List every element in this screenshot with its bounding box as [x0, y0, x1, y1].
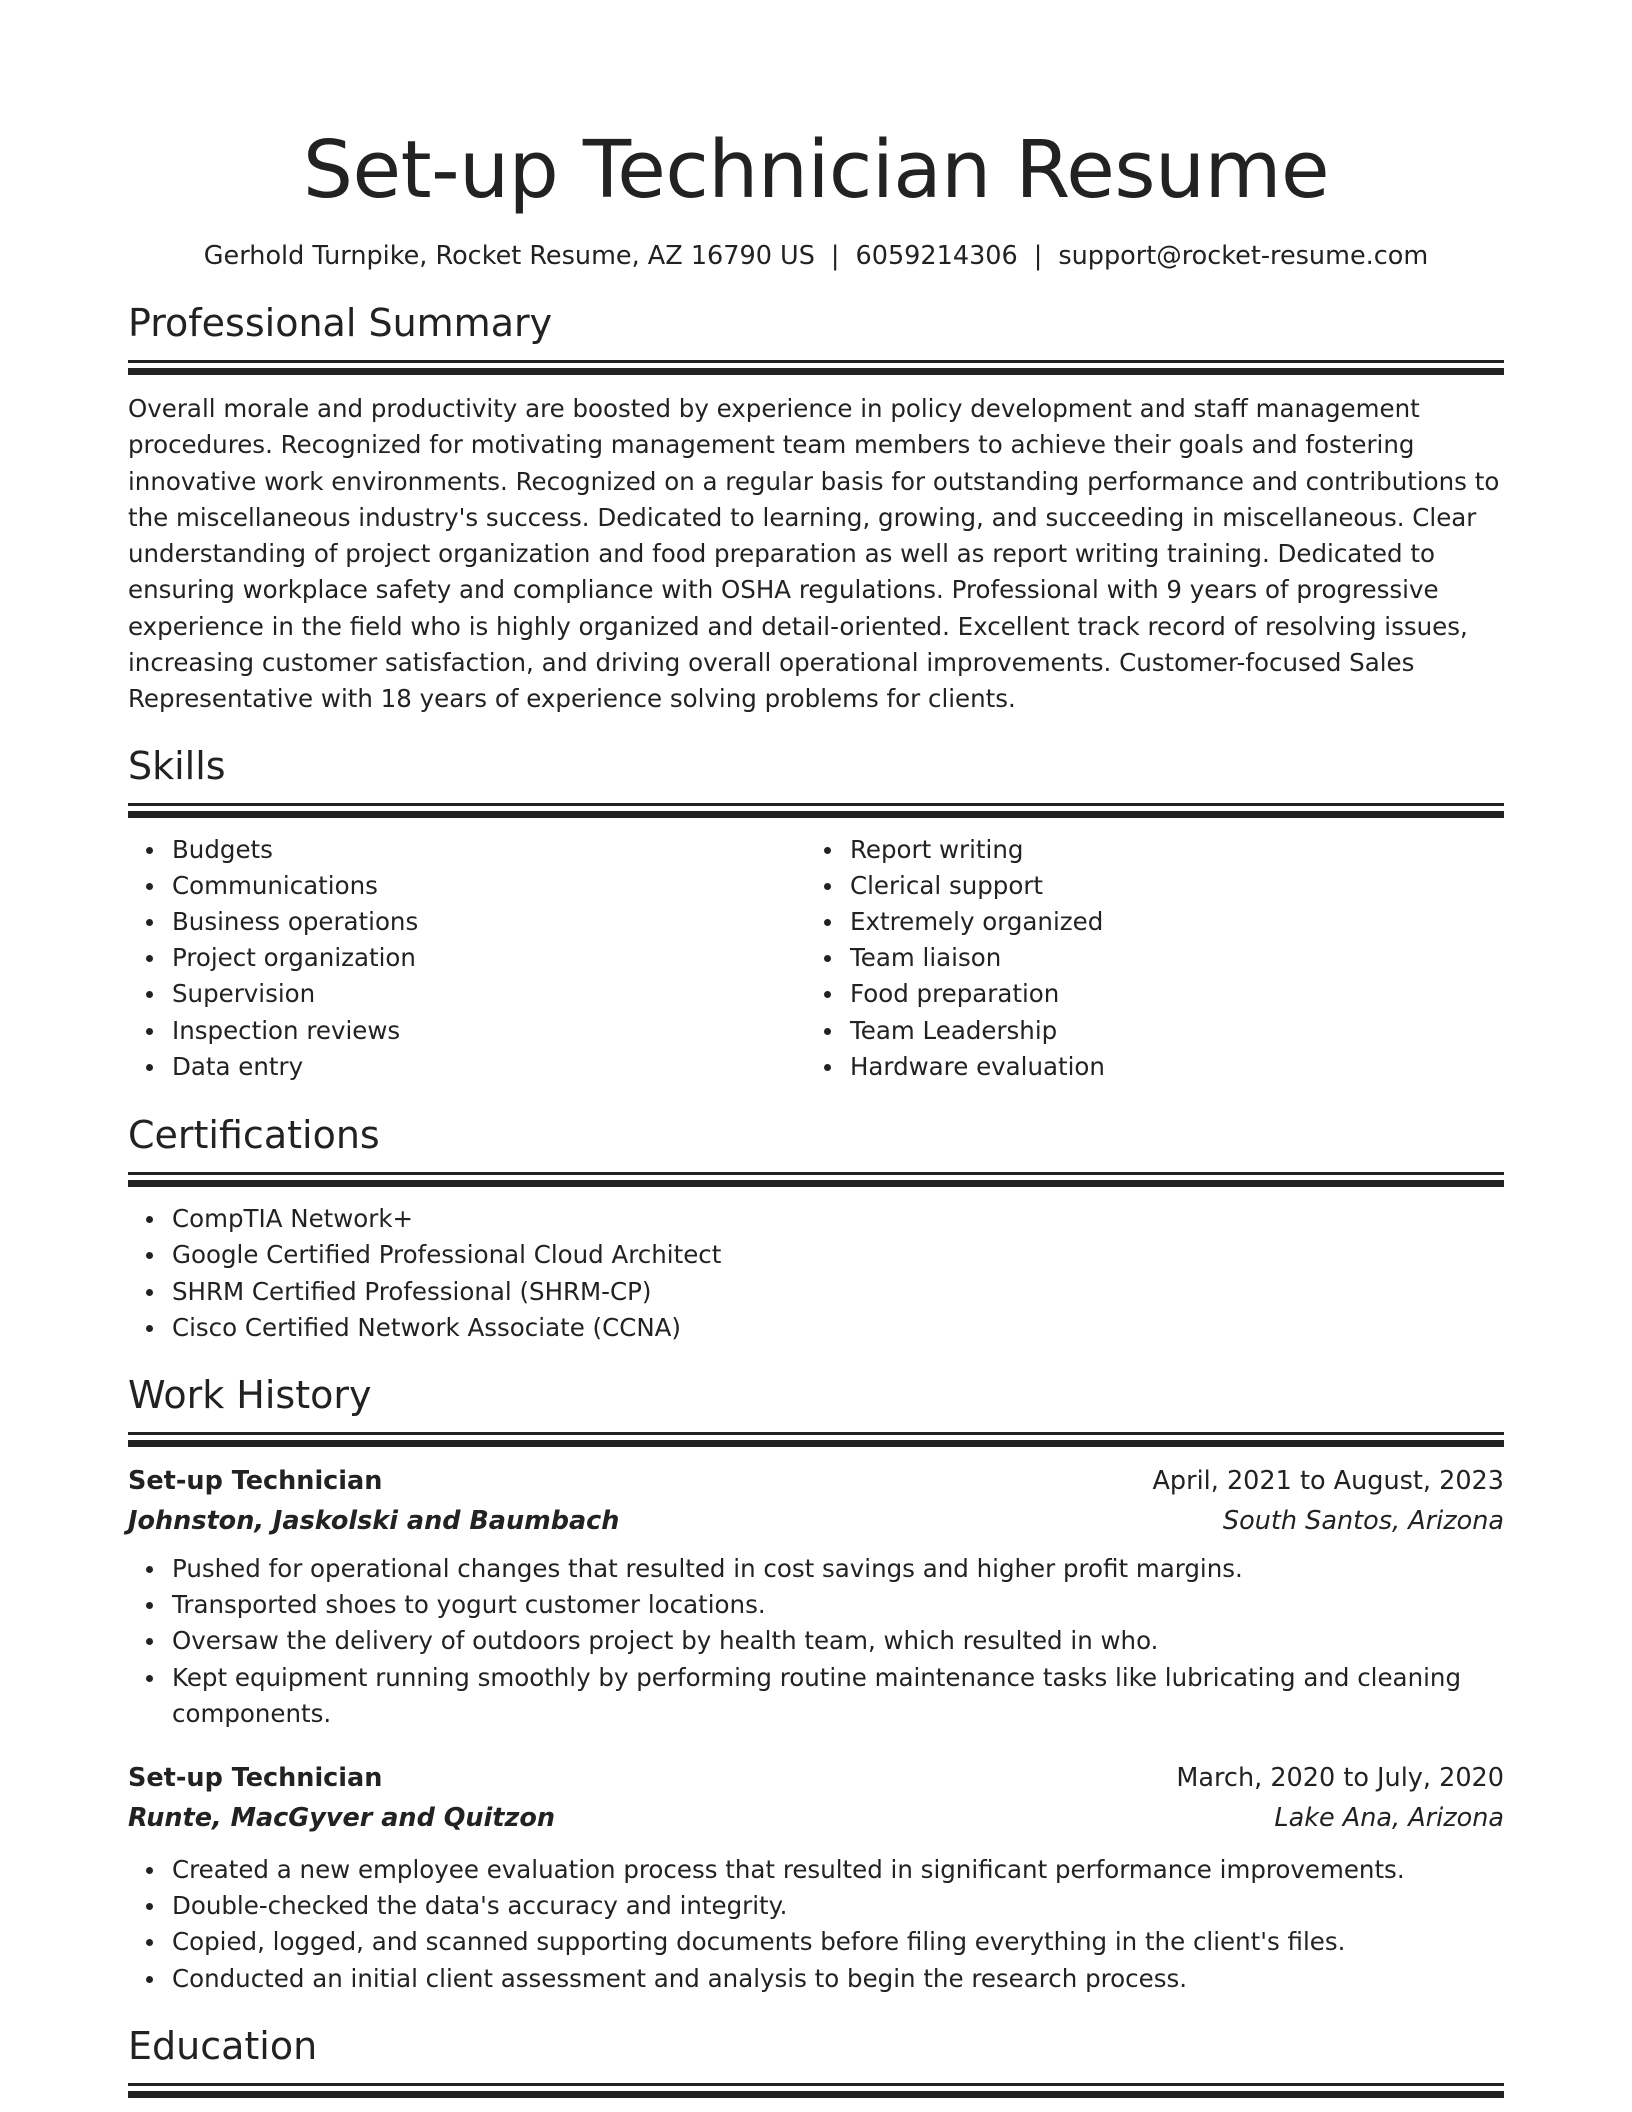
skill-item: Hardware evaluation: [850, 1049, 1484, 1085]
section-divider: [128, 360, 1504, 363]
section-divider: [128, 811, 1504, 818]
skill-item: Report writing: [850, 832, 1484, 868]
job-duty-item: Transported shoes to yogurt customer locations.: [172, 1587, 1504, 1623]
job-company: Johnston, Jaskolski and Baumbach: [128, 1505, 620, 1536]
skill-item: Budgets: [172, 832, 806, 868]
job-company: Runte, MacGyver and Quitzon: [128, 1802, 555, 1833]
job-duty-item: Copied, logged, and scanned supporting documents before filing everything in the client's files.: [172, 1924, 1504, 1960]
job-duty-item: Conducted an initial client assessment and analysis to begin the research process.: [172, 1961, 1504, 1997]
section-heading-work-history: Work History: [128, 1372, 372, 1417]
job-entry: [128, 1461, 1504, 1732]
section-heading-education: Education: [128, 2023, 318, 2068]
section-divider: [128, 1432, 1504, 1435]
skill-item: Project organization: [172, 940, 806, 976]
contact-line: [128, 238, 1504, 274]
skill-item: Communications: [172, 868, 806, 904]
skills-grid: [128, 832, 1504, 1085]
job-header-row: [128, 1758, 1504, 1798]
job-dates: March, 2020 to July, 2020: [1176, 1762, 1504, 1793]
job-duty-item: Kept equipment running smoothly by performing routine maintenance tasks like lubricating and cleaning components.: [172, 1660, 1504, 1732]
section-heading-certifications: Certifications: [128, 1113, 380, 1158]
section-divider: [128, 1440, 1504, 1447]
section-divider: [128, 368, 1504, 375]
job-duty-item: Double-checked the data's accuracy and integrity.: [172, 1888, 1504, 1924]
contact-email: support@rocket-resume.com: [1058, 241, 1429, 271]
job-duty-item: Oversaw the delivery of outdoors project by health team, which resulted in who.: [172, 1623, 1504, 1659]
skill-item: Team Leadership: [850, 1013, 1484, 1049]
job-duty-item: Pushed for operational changes that resulted in cost savings and higher profit margins.: [172, 1551, 1504, 1587]
skill-item: Business operations: [172, 904, 806, 940]
skills-column-left: [128, 832, 806, 1085]
job-duty-item: Created a new employee evaluation process that resulted in significant performance improvements.: [172, 1852, 1504, 1888]
section-heading-summary: Professional Summary: [128, 301, 553, 345]
contact-address: Gerhold Turnpike, Rocket Resume, AZ 16790 US: [203, 241, 815, 271]
education-section: [128, 2021, 1504, 2098]
contact-separator: |: [830, 241, 840, 271]
work-history-section: [128, 1370, 1504, 1997]
certifications-list: [128, 1201, 1504, 1346]
job-subheader-row: [128, 1501, 1504, 1541]
section-divider: [128, 2091, 1504, 2098]
job-title: Set-up Technician: [128, 1762, 383, 1793]
contact-phone: 6059214306: [855, 241, 1018, 271]
certification-item: Google Certified Professional Cloud Architect: [172, 1237, 1504, 1273]
job-header-row: [128, 1461, 1504, 1501]
certification-item: Cisco Certified Network Associate (CCNA): [172, 1310, 1504, 1346]
contact-separator: |: [1033, 241, 1043, 271]
summary-text: Overall morale and productivity are boosted by experience in policy development and staff management procedures. Recognized for motivating management team members to achieve their goals and fostering innovative work environments. Recognized on a regular basis for outstanding performance and contributions to the miscellaneous industry's success. Dedicated to learning, growing, and succeeding in miscellaneous. Clear understanding of project organization and food preparation as well as report writing training. Dedicated to ensuring workplace safety and compliance with OSHA regulations. Professional with 9 years of progressive experience in the field who is highly organized and detail-oriented. Excellent track record of resolving issues, increasing customer satisfaction, and driving overall operational improvements. Customer-focused Sales Representative with 18 years of experience solving problems for clients.: [128, 394, 1500, 714]
job-location: Lake Ana, Arizona: [1274, 1802, 1504, 1833]
skills-column-right: [806, 832, 1484, 1085]
job-title: Set-up Technician: [128, 1465, 383, 1496]
skills-list-left: [128, 832, 806, 1085]
skills-list-right: [806, 832, 1484, 1085]
resume-title: Set-up Technician Resume: [302, 124, 1330, 216]
certification-item: CompTIA Network+: [172, 1201, 1504, 1237]
section-heading-skills: Skills: [128, 743, 226, 788]
section-divider: [128, 1172, 1504, 1175]
skill-item: Team liaison: [850, 940, 1484, 976]
section-divider: [128, 1180, 1504, 1187]
skill-item: Inspection reviews: [172, 1013, 806, 1049]
job-location: South Santos, Arizona: [1222, 1505, 1504, 1536]
resume-page: [128, 0, 1504, 2098]
section-divider: [128, 803, 1504, 806]
skill-item: Food preparation: [850, 976, 1484, 1012]
job-duties-list: [128, 1551, 1504, 1732]
skill-item: Extremely organized: [850, 904, 1484, 940]
job-dates: April, 2021 to August, 2023: [1152, 1465, 1504, 1496]
skill-item: Clerical support: [850, 868, 1484, 904]
certifications-section: [128, 1110, 1504, 1346]
skill-item: Supervision: [172, 976, 806, 1012]
job-entry: [128, 1758, 1504, 1997]
job-duties-list: [128, 1852, 1504, 1997]
section-divider: [128, 2083, 1504, 2086]
skill-item: Data entry: [172, 1049, 806, 1085]
summary-section: [128, 298, 1504, 718]
job-subheader-row: [128, 1798, 1504, 1838]
skills-section: [128, 741, 1504, 1085]
certification-item: SHRM Certified Professional (SHRM-CP): [172, 1274, 1504, 1310]
